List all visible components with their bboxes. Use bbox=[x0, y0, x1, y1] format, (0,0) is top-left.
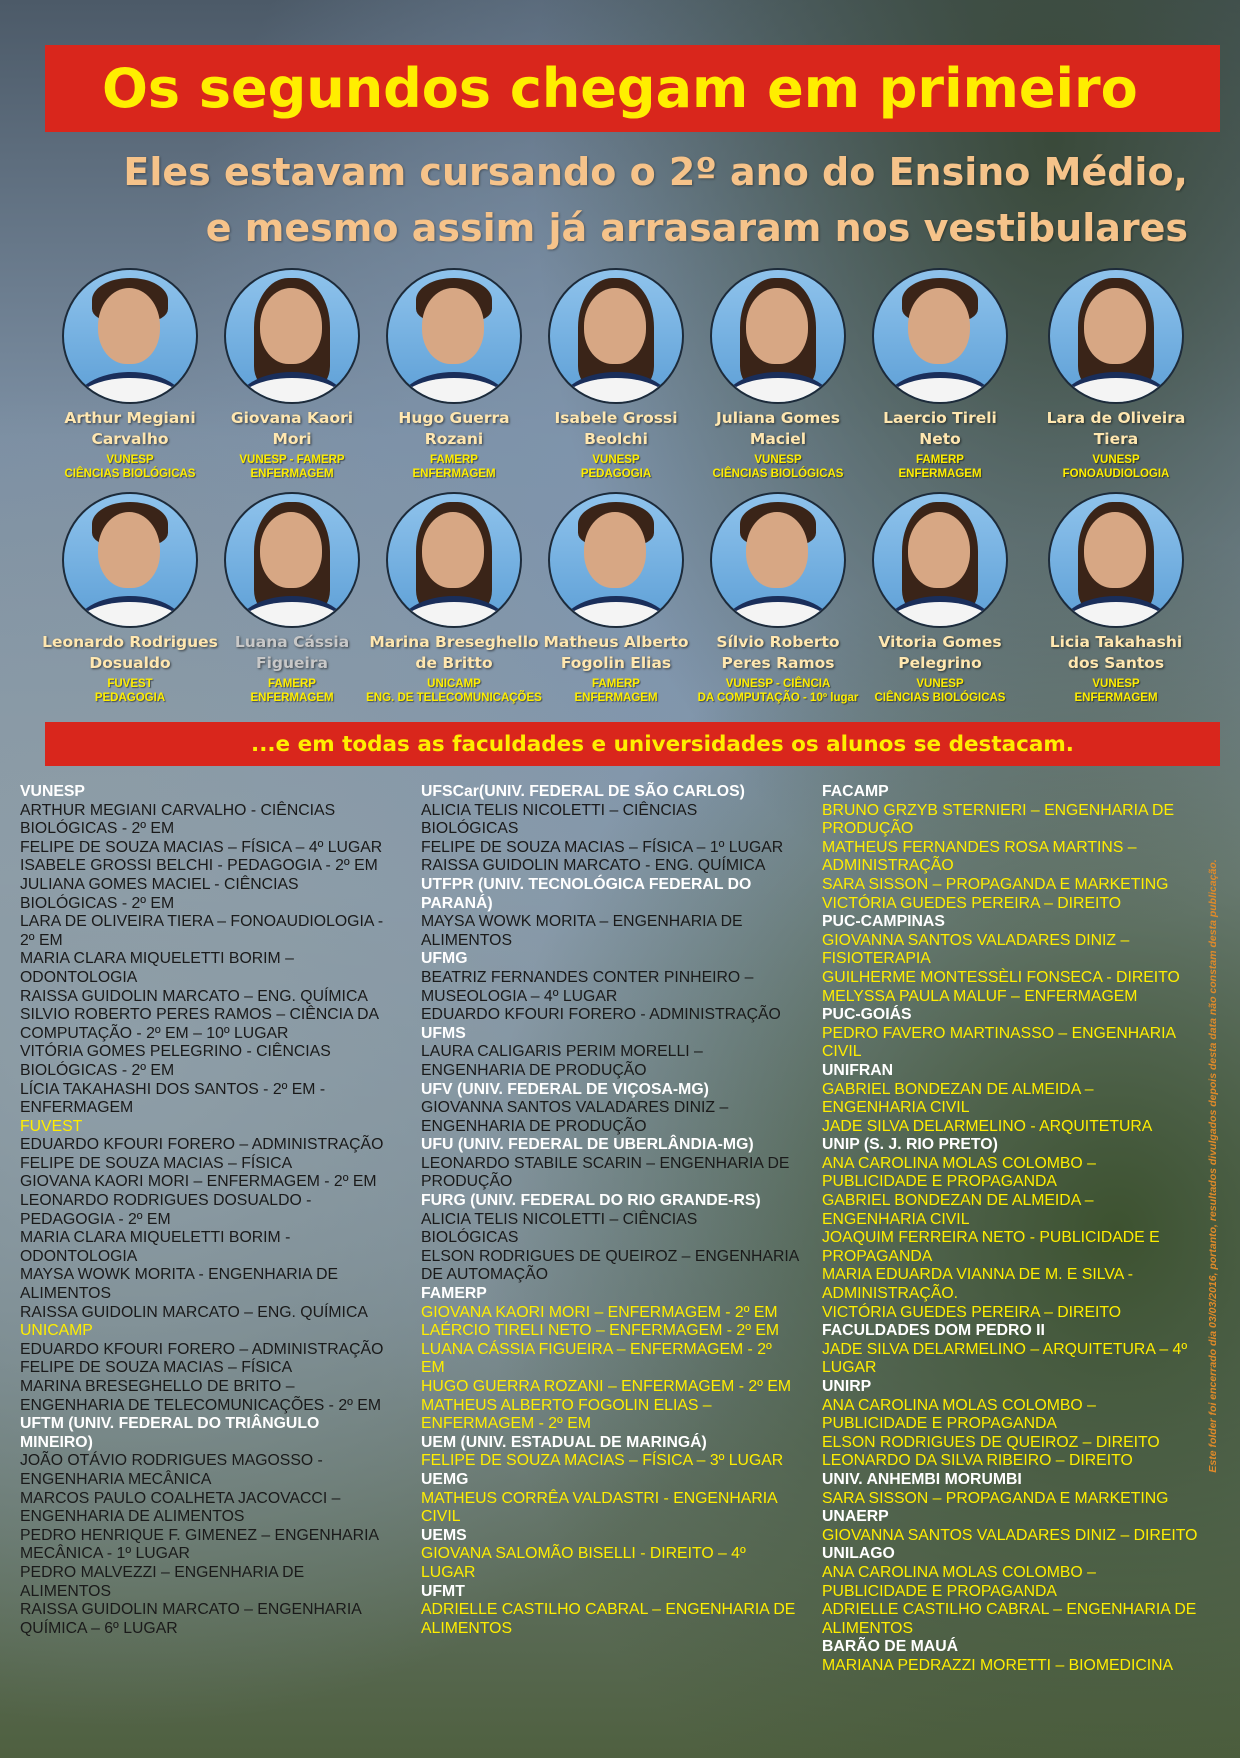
result-entry: JADE SILVA DELARMELINO - ARQUITETURA bbox=[822, 1117, 1153, 1135]
result-entry: LUANA CÁSSIA FIGUEIRA – ENFERMAGEM - 2º EM bbox=[421, 1340, 777, 1377]
result-entry: SARA SISSON – PROPAGANDA E MARKETING bbox=[822, 1489, 1169, 1507]
result-entry: LAÉRCIO TIRELI NETO – ENFERMAGEM - 2º EM bbox=[421, 1322, 780, 1340]
student-name-line-2: Beolchi bbox=[584, 430, 648, 448]
title-banner bbox=[45, 45, 1220, 132]
result-entry: BEATRIZ FERNANDES CONTER PINHEIRO – MUSEOLOGIA – 4º LUGAR bbox=[421, 968, 758, 1005]
highlight-text: ...e em todas as faculdades e universidades os alunos se destacam. bbox=[251, 731, 1074, 757]
institution-heading: FURG (UNIV. FEDERAL DO RIO GRANDE-RS) bbox=[421, 1192, 761, 1210]
student-card bbox=[688, 268, 868, 481]
result-entry: MARCOS PAULO COALHETA JACOVACCI – ENGENHARIA DE ALIMENTOS bbox=[20, 1489, 345, 1526]
student-name-line-2: Mori bbox=[272, 430, 312, 448]
student-name bbox=[688, 408, 868, 450]
result-entry: LARA DE OLIVEIRA TIERA – FONOAUDIOLOGIA - 2º EM bbox=[20, 913, 388, 949]
institution-heading: UFMG bbox=[421, 950, 468, 968]
student-name-line-1: Arthur Megiani bbox=[64, 409, 196, 427]
result-entry: MELYSSA PAULA MALUF – ENFERMAGEM bbox=[822, 987, 1138, 1005]
student-result-line-1: VUNESP bbox=[916, 678, 964, 690]
result-entry: RAISSA GUIDOLIN MARCATO - ENG. QUÍMICA bbox=[421, 857, 766, 875]
result-entry: JOAQUIM FERREIRA NETO - PUBLICIDADE E PROPAGANDA bbox=[822, 1229, 1165, 1265]
result-entry: GIOVANA KAORI MORI – ENFERMAGEM - 2º EM bbox=[20, 1173, 377, 1191]
result-entry: FELIPE DE SOUZA MACIAS – FÍSICA – 1º LUGAR bbox=[421, 838, 784, 856]
institution-heading: PUC-GOIÁS bbox=[822, 1006, 912, 1024]
student-result bbox=[202, 453, 382, 481]
institution-heading: UTFPR (UNIV. TECNOLÓGICA FEDERAL DO PARANÁ) bbox=[421, 875, 756, 912]
institution-heading: FUVEST bbox=[20, 1117, 83, 1135]
student-photo bbox=[1048, 268, 1184, 404]
student-name-line-2: Neto bbox=[919, 430, 961, 448]
student-name-line-1: Giovana Kaori bbox=[230, 409, 354, 427]
result-entry: ADRIELLE CASTILHO CABRAL – ENGENHARIA DE ALIMENTOS bbox=[421, 1601, 799, 1637]
student-name-line-2: Fogolin Elias bbox=[560, 654, 672, 672]
student-result bbox=[364, 453, 544, 481]
result-entry: BRUNO GRZYB STERNIERI – ENGENHARIA DE PRODUÇÃO bbox=[822, 801, 1179, 838]
result-entry: EDUARDO KFOURI FORERO - ADMINISTRAÇÃO bbox=[421, 1006, 781, 1024]
student-name-line-2: Rozani bbox=[424, 430, 484, 448]
result-entry: ELSON RODRIGUES DE QUEIROZ – ENGENHARIA DE AUTOMAÇÃO bbox=[421, 1247, 803, 1284]
student-result bbox=[364, 677, 544, 705]
result-entry: JADE SILVA DELARMELINO – ARQUITETURA – 4º LUGAR bbox=[822, 1340, 1192, 1377]
student-name-line-1: Vitoria Gomes bbox=[878, 633, 1002, 651]
student-photo bbox=[1048, 492, 1184, 628]
result-entry: ISABELE GROSSI BELCHI - PEDAGOGIA - 2º EM bbox=[20, 857, 378, 875]
student-name bbox=[364, 632, 544, 674]
result-entry: PEDRO MALVEZZI – ENGENHARIA DE ALIMENTOS bbox=[20, 1563, 308, 1600]
student-name bbox=[688, 632, 868, 674]
student-result bbox=[850, 677, 1030, 705]
student-result bbox=[1026, 453, 1206, 481]
institution-heading: UFMS bbox=[421, 1024, 466, 1042]
student-name bbox=[40, 632, 220, 674]
result-entry: LEONARDO DA SILVA RIBEIRO – DIREITO bbox=[822, 1452, 1133, 1470]
institution-heading: UNIP (S. J. RIO PRETO) bbox=[822, 1136, 998, 1154]
student-result-line-2: CIÊNCIAS BIOLÓGICAS bbox=[64, 468, 196, 480]
result-entry: RAISSA GUIDOLIN MARCATO – ENG. QUÍMICA bbox=[20, 987, 368, 1005]
student-photo bbox=[548, 492, 684, 628]
student-result-line-1: VUNESP - FAMERP bbox=[239, 454, 345, 466]
page-title: Os segundos chegam em primeiro bbox=[102, 57, 1138, 120]
student-card bbox=[850, 268, 1030, 481]
student-result-line-2: ENFERMAGEM bbox=[412, 468, 496, 480]
student-photo bbox=[386, 268, 522, 404]
student-result-line-1: VUNESP bbox=[754, 454, 802, 466]
student-name-line-1: Juliana Gomes bbox=[715, 409, 841, 427]
student-name-line-2: Dosualdo bbox=[89, 654, 171, 672]
result-entry: MATHEUS FERNANDES ROSA MARTINS – ADMINISTRAÇÃO bbox=[822, 838, 1141, 875]
student-photo bbox=[710, 268, 846, 404]
student-result-line-1: FAMERP bbox=[916, 454, 964, 466]
result-entry: HUGO GUERRA ROZANI – ENFERMAGEM - 2º EM bbox=[421, 1378, 792, 1395]
institution-heading: UEMS bbox=[421, 1526, 467, 1544]
institution-heading: VUNESP bbox=[20, 783, 85, 800]
side-note-text: Este folder foi encerrado dia 03/03/2016, portanto, resultados divulgados depois desta data não constam desta publicação. bbox=[1207, 859, 1219, 1473]
student-result-line-1: VUNESP bbox=[106, 454, 154, 466]
result-entry: LEONARDO STABILE SCARIN – ENGENHARIA DE PRODUÇÃO bbox=[421, 1154, 794, 1191]
result-entry: ALICIA TELIS NICOLETTI – CIÊNCIAS BIOLÓGICAS bbox=[421, 1210, 702, 1247]
student-result-line-2: ENFERMAGEM bbox=[250, 692, 334, 704]
student-result-line-1: VUNESP - CIÊNCIA bbox=[725, 678, 831, 690]
institution-heading: UFMT bbox=[421, 1582, 465, 1600]
institution-heading: FAMERP bbox=[421, 1285, 487, 1303]
student-card bbox=[364, 268, 544, 481]
result-entry: EDUARDO KFOURI FORERO – ADMINISTRAÇÃO bbox=[20, 1136, 384, 1154]
student-card bbox=[40, 492, 220, 705]
student-name bbox=[526, 408, 706, 450]
student-result-line-1: VUNESP bbox=[1092, 454, 1140, 466]
institution-heading: UNIV. ANHEMBI MORUMBI bbox=[822, 1470, 1022, 1488]
student-name-line-2: Peres Ramos bbox=[721, 654, 835, 672]
result-entry: VITÓRIA GOMES PELEGRINO - CIÊNCIAS BIOLÓGICAS - 2º EM bbox=[20, 1043, 336, 1079]
student-name-line-2: dos Santos bbox=[1067, 654, 1165, 672]
student-card bbox=[1026, 492, 1206, 705]
student-result-line-2: FONOAUDIOLOGIA bbox=[1062, 468, 1170, 480]
result-entry: RAISSA GUIDOLIN MARCATO – ENGENHARIA QUÍMICA – 6º LUGAR bbox=[20, 1601, 366, 1637]
results-column-2 bbox=[421, 783, 803, 1638]
institution-heading: UNIRP bbox=[822, 1378, 872, 1395]
student-name-line-1: Sílvio Roberto bbox=[716, 633, 840, 651]
result-entry: FELIPE DE SOUZA MACIAS – FÍSICA bbox=[20, 1154, 293, 1172]
student-name-line-1: Matheus Alberto bbox=[543, 633, 689, 651]
student-result bbox=[850, 453, 1030, 481]
student-result-line-2: ENFERMAGEM bbox=[250, 468, 334, 480]
student-name bbox=[202, 408, 382, 450]
subtitle-line-2: e mesmo assim já arrasaram nos vestibulares bbox=[205, 206, 1188, 250]
results-column-1 bbox=[20, 783, 390, 1638]
student-photo bbox=[386, 492, 522, 628]
student-name bbox=[40, 408, 220, 450]
institution-heading: UNICAMP bbox=[20, 1322, 93, 1340]
student-photo bbox=[62, 492, 198, 628]
institution-heading: UFTM (UNIV. FEDERAL DO TRIÂNGULO MINEIRO) bbox=[20, 1415, 324, 1451]
student-result-line-2: PEDAGOGIA bbox=[94, 692, 166, 704]
student-result-line-2: CIÊNCIAS BIOLÓGICAS bbox=[874, 692, 1006, 704]
result-entry: MARINA BRESEGHELLO DE BRITO – ENGENHARIA DE TELECOMUNICAÇÕES - 2º EM bbox=[20, 1378, 381, 1414]
highlight-banner bbox=[45, 722, 1220, 766]
student-name-line-2: Carvalho bbox=[91, 430, 169, 448]
student-result-line-1: VUNESP bbox=[1092, 678, 1140, 690]
student-name bbox=[1026, 632, 1206, 674]
student-name-line-1: Marina Breseghello bbox=[369, 633, 539, 651]
student-result-line-1: FAMERP bbox=[268, 678, 316, 690]
result-entry: ADRIELLE CASTILHO CABRAL – ENGENHARIA DE ALIMENTOS bbox=[822, 1601, 1200, 1637]
student-result-line-1: FUVEST bbox=[107, 678, 153, 690]
institution-heading: FACULDADES DOM PEDRO II bbox=[822, 1322, 1045, 1340]
result-entry: JULIANA GOMES MACIEL - CIÊNCIAS BIOLÓGICAS - 2º EM bbox=[20, 875, 303, 912]
result-entry: ELSON RODRIGUES DE QUEIROZ – DIREITO bbox=[822, 1433, 1160, 1451]
student-photo bbox=[872, 268, 1008, 404]
result-entry: VICTÓRIA GUEDES PEREIRA – DIREITO bbox=[822, 894, 1122, 912]
student-result-line-2: PEDAGOGIA bbox=[580, 468, 652, 480]
institution-heading: UFSCar(UNIV. FEDERAL DE SÃO CARLOS) bbox=[421, 783, 745, 800]
student-name-line-1: Laercio Tireli bbox=[883, 409, 997, 427]
student-card bbox=[202, 492, 382, 705]
student-name bbox=[526, 632, 706, 674]
student-photo bbox=[224, 492, 360, 628]
student-name-line-2: Tiera bbox=[1093, 430, 1139, 448]
institution-heading: UEMG bbox=[421, 1470, 469, 1488]
institution-heading: BARÃO DE MAUÁ bbox=[822, 1638, 959, 1656]
student-card bbox=[202, 268, 382, 481]
student-card bbox=[526, 492, 706, 705]
student-name-line-1: Leonardo Rodrigues bbox=[42, 633, 218, 651]
student-card bbox=[850, 492, 1030, 705]
student-photo bbox=[710, 492, 846, 628]
student-card bbox=[526, 268, 706, 481]
student-result-line-1: FAMERP bbox=[592, 678, 640, 690]
student-card bbox=[40, 268, 220, 481]
student-name bbox=[1026, 408, 1206, 450]
institution-heading: PUC-CAMPINAS bbox=[822, 913, 945, 931]
student-photo bbox=[224, 268, 360, 404]
student-result bbox=[40, 677, 220, 705]
student-result bbox=[526, 677, 706, 705]
result-entry: ANA CAROLINA MOLAS COLOMBO – PUBLICIDADE E PROPAGANDA bbox=[822, 1396, 1101, 1433]
student-result-line-2: ENFERMAGEM bbox=[898, 468, 982, 480]
student-name-line-2: Figueira bbox=[256, 654, 328, 672]
result-entry: MARIANA PEDRAZZI MORETTI – BIOMEDICINA bbox=[822, 1656, 1174, 1674]
student-card bbox=[688, 492, 868, 705]
result-entry: MARIA EDUARDA VIANNA DE M. E SILVA - ADMINISTRAÇÃO. bbox=[822, 1266, 1137, 1303]
results-column-3 bbox=[822, 783, 1200, 1676]
student-result-line-2: ENG. DE TELECOMUNICAÇÕES bbox=[366, 692, 542, 704]
result-entry: JOÃO OTÁVIO RODRIGUES MAGOSSO - ENGENHARIA MECÂNICA bbox=[20, 1452, 328, 1488]
student-result-line-2: CIÊNCIAS BIOLÓGICAS bbox=[712, 468, 844, 480]
student-result-line-2: ENFERMAGEM bbox=[574, 692, 658, 704]
result-entry: MATHEUS ALBERTO FOGOLIN ELIAS – ENFERMAGEM - 2º EM bbox=[421, 1396, 716, 1433]
student-photo bbox=[872, 492, 1008, 628]
student-result bbox=[526, 453, 706, 481]
student-result bbox=[688, 677, 868, 705]
result-entry: GIOVANNA SANTOS VALADARES DINIZ – FISIOTERAPIA bbox=[822, 931, 1134, 968]
student-name bbox=[202, 632, 382, 674]
result-entry: MATHEUS CORRÊA VALDASTRI - ENGENHARIA CIVIL bbox=[421, 1489, 782, 1526]
result-entry: GABRIEL BONDEZAN DE ALMEIDA – ENGENHARIA CIVIL bbox=[822, 1192, 1098, 1228]
student-name bbox=[850, 632, 1030, 674]
student-name-line-2: Pelegrino bbox=[898, 654, 982, 672]
institution-heading: UNAERP bbox=[822, 1508, 889, 1526]
result-entry: PEDRO FAVERO MARTINASSO – ENGENHARIA CIVIL bbox=[822, 1024, 1180, 1061]
result-entry: LÍCIA TAKAHASHI DOS SANTOS - 2º EM - ENFERMAGEM bbox=[20, 1080, 330, 1117]
result-entry: SILVIO ROBERTO PERES RAMOS – CIÊNCIA DA COMPUTAÇÃO - 2º EM – 10º LUGAR bbox=[20, 1006, 383, 1042]
institution-heading: UEM (UNIV. ESTADUAL DE MARINGÁ) bbox=[421, 1433, 707, 1451]
student-name-line-1: Lara de Oliveira bbox=[1046, 409, 1186, 427]
student-name-line-1: Luana Cássia bbox=[234, 633, 350, 651]
result-entry: MARIA CLARA MIQUELETTI BORIM – ODONTOLOGIA bbox=[20, 950, 299, 986]
result-entry: MAYSA WOWK MORITA - ENGENHARIA DE ALIMENTOS bbox=[20, 1266, 342, 1303]
institution-heading: UNIFRAN bbox=[822, 1061, 894, 1079]
result-entry: GUILHERME MONTESSÈLI FONSECA - DIREITO bbox=[822, 968, 1180, 986]
result-entry: RAISSA GUIDOLIN MARCATO – ENG. QUÍMICA bbox=[20, 1303, 368, 1321]
student-result-line-1: UNICAMP bbox=[427, 678, 481, 690]
student-result-line-2: ENFERMAGEM bbox=[1074, 692, 1158, 704]
subtitle-line-1: Eles estavam cursando o 2º ano do Ensino Médio, bbox=[123, 150, 1188, 194]
result-entry: GIOVANA KAORI MORI – ENFERMAGEM - 2º EM bbox=[421, 1303, 778, 1321]
student-result bbox=[202, 677, 382, 705]
result-entry: FELIPE DE SOUZA MACIAS – FÍSICA bbox=[20, 1359, 293, 1377]
student-name bbox=[850, 408, 1030, 450]
result-entry: EDUARDO KFOURI FORERO – ADMINISTRAÇÃO bbox=[20, 1340, 384, 1358]
student-result bbox=[1026, 677, 1206, 705]
institution-heading: UNILAGO bbox=[822, 1545, 895, 1563]
student-result bbox=[688, 453, 868, 481]
result-entry: FELIPE DE SOUZA MACIAS – FÍSICA – 3º LUGAR bbox=[421, 1452, 784, 1470]
student-name-line-1: Isabele Grossi bbox=[554, 409, 678, 427]
student-photo bbox=[62, 268, 198, 404]
institution-heading: FACAMP bbox=[822, 783, 889, 800]
result-entry: FELIPE DE SOUZA MACIAS – FÍSICA – 4º LUGAR bbox=[20, 838, 383, 856]
student-photo bbox=[548, 268, 684, 404]
student-name bbox=[364, 408, 544, 450]
result-entry: GIOVANNA SANTOS VALADARES DINIZ – DIREITO bbox=[822, 1526, 1198, 1544]
side-note bbox=[1203, 800, 1219, 1540]
student-result bbox=[40, 453, 220, 481]
result-entry: ANA CAROLINA MOLAS COLOMBO – PUBLICIDADE E PROPAGANDA bbox=[822, 1563, 1101, 1600]
result-entry: MAYSA WOWK MORITA – ENGENHARIA DE ALIMENTOS bbox=[421, 913, 747, 949]
student-result-line-2: DA COMPUTAÇÃO - 10º lugar bbox=[697, 692, 859, 704]
student-card bbox=[1026, 268, 1206, 481]
result-entry: LEONARDO RODRIGUES DOSUALDO - PEDAGOGIA - 2º EM bbox=[20, 1192, 316, 1228]
student-card bbox=[364, 492, 544, 705]
result-entry: VICTÓRIA GUEDES PEREIRA – DIREITO bbox=[822, 1303, 1122, 1321]
institution-heading: UFU (UNIV. FEDERAL DE UBERLÂNDIA-MG) bbox=[421, 1136, 754, 1154]
student-name-line-2: de Britto bbox=[415, 654, 493, 672]
result-entry: GIOVANA SALOMÃO BISELLI - DIREITO – 4º LUGAR bbox=[421, 1545, 751, 1581]
institution-heading: UFV (UNIV. FEDERAL DE VIÇOSA-MG) bbox=[421, 1080, 709, 1098]
result-entry: MARIA CLARA MIQUELETTI BORIM - ODONTOLOGIA bbox=[20, 1229, 295, 1265]
result-entry: ARTHUR MEGIANI CARVALHO - CIÊNCIAS BIOLÓGICAS - 2º EM bbox=[20, 801, 340, 838]
result-entry: GIOVANNA SANTOS VALADARES DINIZ – ENGENHARIA DE PRODUÇÃO bbox=[421, 1099, 733, 1135]
result-entry: LAURA CALIGARIS PERIM MORELLI – ENGENHARIA DE PRODUÇÃO bbox=[421, 1043, 708, 1079]
result-entry: GABRIEL BONDEZAN DE ALMEIDA – ENGENHARIA CIVIL bbox=[822, 1080, 1098, 1117]
student-result-line-1: VUNESP bbox=[592, 454, 640, 466]
result-entry: ANA CAROLINA MOLAS COLOMBO – PUBLICIDADE E PROPAGANDA bbox=[822, 1154, 1101, 1191]
student-name-line-1: Licia Takahashi bbox=[1049, 633, 1183, 651]
result-entry: SARA SISSON – PROPAGANDA E MARKETING bbox=[822, 875, 1169, 893]
student-name-line-1: Hugo Guerra bbox=[398, 409, 510, 427]
student-result-line-1: FAMERP bbox=[430, 454, 478, 466]
student-name-line-2: Maciel bbox=[749, 430, 807, 448]
result-entry: ALICIA TELIS NICOLETTI – CIÊNCIAS BIOLÓGICAS bbox=[421, 801, 702, 838]
result-entry: PEDRO HENRIQUE F. GIMENEZ – ENGENHARIA MECÂNICA - 1º LUGAR bbox=[20, 1526, 383, 1563]
